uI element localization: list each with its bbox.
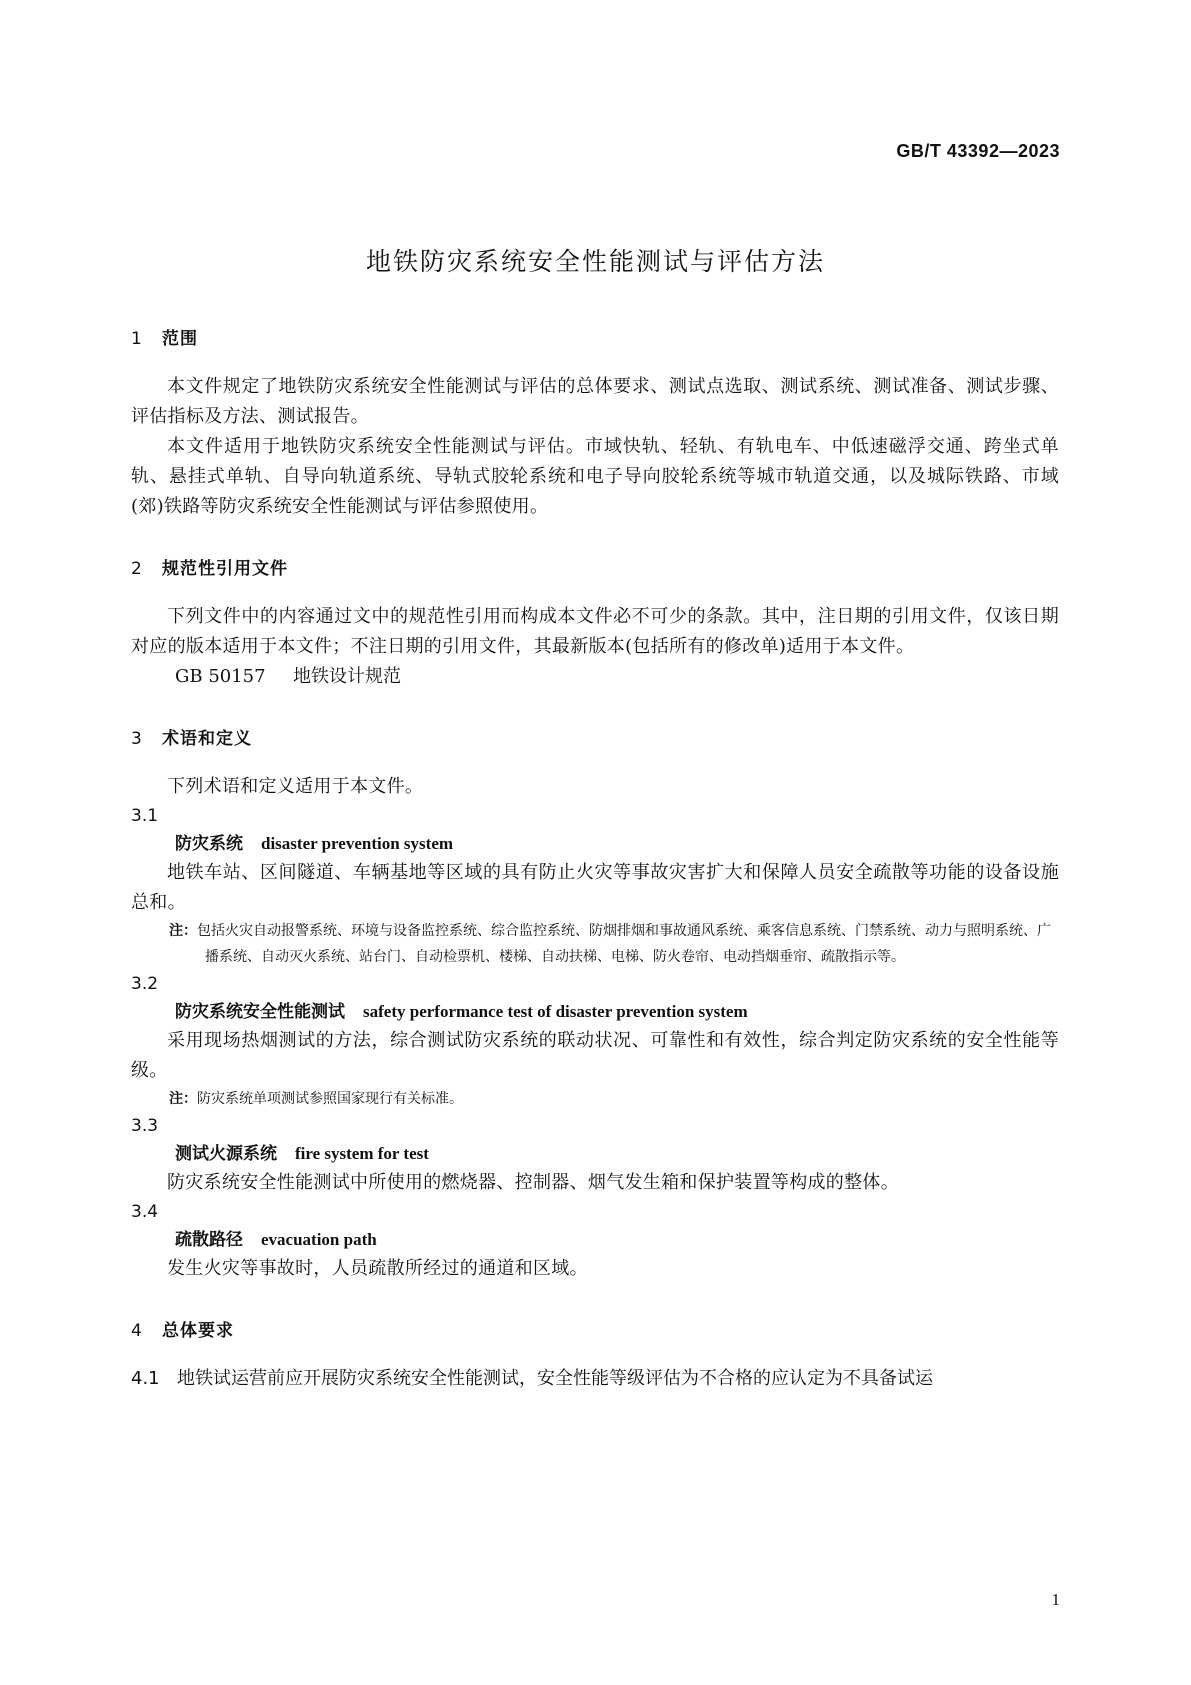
section-heading-scope (131, 328, 1059, 350)
clause-text: 地铁试运营前应开展防灾系统安全性能测试，安全性能等级评估为不合格的应认定为不具备试运 (177, 1368, 933, 1389)
section-number: 3 (131, 729, 143, 749)
term-note (131, 918, 1059, 970)
reference-code: GB 50157 (175, 666, 266, 687)
document-title: 地铁防灾系统安全性能测试与评估方法 (365, 247, 825, 276)
section-title: 总体要求 (162, 1321, 234, 1341)
section-number: 1 (131, 329, 143, 349)
term-name (131, 1140, 1059, 1168)
section-heading-general-requirements (131, 1320, 1059, 1342)
term-number: 3.3 (131, 1116, 159, 1136)
term-name (131, 830, 1059, 858)
term-name-en: evacuation path (261, 1230, 377, 1249)
reference-title: 地铁设计规范 (293, 666, 401, 687)
document-body (131, 328, 1059, 1394)
standard-number: GB/T 43392—2023 (896, 141, 1060, 161)
term-number: 3.1 (131, 806, 159, 826)
term-name-en: safety performance test of disaster prevention system (363, 1002, 748, 1021)
scope-paragraph-2: 本文件适用于地铁防灾系统安全性能测试与评估。市域快轨、轻轨、有轨电车、中低速磁浮交通、跨坐式单轨、悬挂式单轨、自导向轨道系统、导轨式胶轮系统和电子导向胶轮系统等城市轨道交通，以及城际铁路、市域(郊)铁路等防灾系统安全性能测试与评估参照使用。 (131, 436, 1059, 517)
term-number: 3.4 (131, 1202, 159, 1222)
term-name (131, 998, 1059, 1026)
term-note (131, 1086, 1059, 1112)
scope-paragraph-1: 本文件规定了地铁防灾系统安全性能测试与评估的总体要求、测试点选取、测试系统、测试准备、测试步骤、评估指标及方法、测试报告。 (131, 376, 1059, 427)
term-definition: 采用现场热烟测试的方法，综合测试防灾系统的联动状况、可靠性和有效性，综合判定防灾系统的安全性能等级。 (131, 1030, 1059, 1081)
term-name-zh: 疏散路径 (175, 1230, 243, 1250)
term-definition: 地铁车站、区间隧道、车辆基地等区域的具有防止火灾等事故灾害扩大和保障人员安全疏散等功能的设备设施总和。 (131, 862, 1059, 913)
note-text: 包括火灾自动报警系统、环境与设备监控系统、综合监控系统、防烟排烟和事故通风系统、乘客信息系统、门禁系统、动力与照明系统、广播系统、自动灭火系统、站台门、自动检票机、楼梯、自动扶梯、电梯、防火卷帘、电动挡烟垂帘、疏散指示等。 (197, 923, 1051, 965)
clause-4-1 (131, 1364, 1059, 1394)
section-number: 4 (131, 1321, 143, 1341)
section-heading-normative-references (131, 558, 1059, 580)
term-name (131, 1226, 1059, 1254)
page-number: 1 (1051, 1590, 1060, 1609)
term-name-zh: 测试火源系统 (175, 1144, 277, 1164)
terms-intro: 下列术语和定义适用于本文件。 (167, 776, 424, 797)
note-text: 防灾系统单项测试参照国家现行有关标准。 (197, 1091, 463, 1107)
section-heading-terms (131, 728, 1059, 750)
term-definition: 发生火灾等事故时，人员疏散所经过的通道和区域。 (167, 1258, 588, 1279)
term-name-zh: 防灾系统 (175, 834, 243, 854)
references-paragraph: 下列文件中的内容通过文中的规范性引用而构成本文件必不可少的条款。其中，注日期的引用文件，仅该日期对应的版本适用于本文件；不注日期的引用文件，其最新版本(包括所有的修改单)适用于本文件。 (131, 606, 1059, 657)
reference-entry (131, 662, 1059, 692)
note-label: 注： (169, 1091, 197, 1107)
section-title: 范围 (162, 329, 198, 349)
section-title: 规范性引用文件 (162, 559, 288, 579)
clause-number: 4.1 (131, 1368, 160, 1389)
note-label: 注： (169, 923, 197, 939)
term-number: 3.2 (131, 974, 159, 994)
term-name-en: fire system for test (295, 1144, 429, 1163)
term-definition: 防灾系统安全性能测试中所使用的燃烧器、控制器、烟气发生箱和保护装置等构成的整体。 (167, 1172, 899, 1193)
section-number: 2 (131, 559, 143, 579)
section-title: 术语和定义 (162, 729, 252, 749)
term-name-en: disaster prevention system (261, 834, 454, 853)
term-name-zh: 防灾系统安全性能测试 (175, 1002, 345, 1022)
